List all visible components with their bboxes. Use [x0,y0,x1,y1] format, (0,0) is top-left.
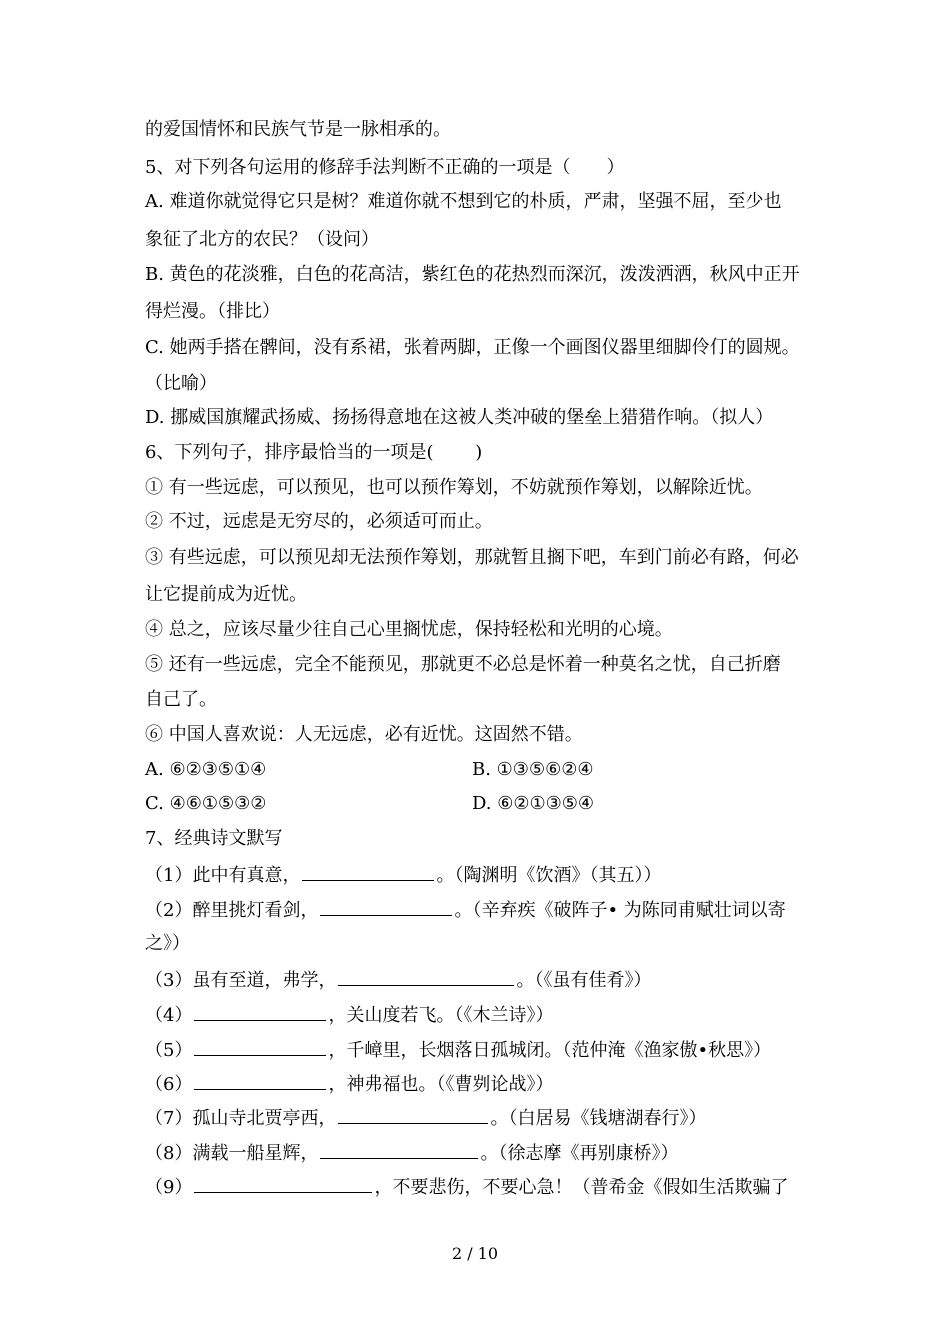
option-d: D. 挪威国旗耀武扬威、扬扬得意地在这被人类冲破的堡垒上猎猎作响。（拟人） [145,407,774,428]
option-c-line2: （比喻） [145,373,217,394]
question-6: 6、下列句子，排序最恰当的一项是( ) [145,442,483,463]
poem-item-9 [145,1174,788,1200]
answer-blank-7[interactable] [338,1105,488,1124]
option-a-line2: 象征了北方的农民？（设问） [145,229,379,250]
poem-item-2-cont: 之》） [145,933,190,954]
poem-7-before: （7）孤山寺北贾亭西， [145,1108,337,1129]
sentence-6: ⑥ 中国人喜欢说：人无远虑，必有近忧。这固然不错。 [145,724,583,745]
poem-item-2 [145,897,786,923]
poem-9-before: （9） [145,1177,193,1198]
poem-6-before: （6） [145,1074,193,1095]
answer-blank-2[interactable] [320,897,452,916]
text-line: 的爱国情怀和民族气节是一脉相承的。 [145,119,451,140]
sentence-3-line2: 让它提前成为近忧。 [145,584,307,605]
sentence-3-line1: ③ 有些远虑，可以预见却无法预作筹划，那就暂且搁下吧，车到门前必有路，何必 [145,547,799,568]
poem-9-after: ，不要悲伤，不要心急！（普希金《假如生活欺骗了 [374,1177,789,1198]
q6-option-a: A. ⑥②③⑤①④ [145,759,267,780]
poem-item-8 [145,1140,678,1166]
q6-option-d: D. ⑥②①③⑤④ [472,793,595,814]
page-number: 2 / 10 [451,1244,499,1263]
option-c-line1: C. 她两手搭在髀间，没有系裙，张着两脚，正像一个画图仪器里细脚伶仃的圆规。 [145,337,800,358]
poem-7-after: 。（白居易《钱塘湖春行》） [490,1108,707,1129]
poem-4-before: （4） [145,1005,193,1026]
answer-blank-6[interactable] [194,1071,326,1090]
poem-3-after: 。（《虽有佳肴》） [516,970,652,991]
option-a-line1: A. 难道你就觉得它只是树？难道你就不想到它的朴质，严肃，坚强不屈，至少也 [145,191,782,212]
poem-8-before: （8）满载一船星辉， [145,1143,319,1164]
option-b-line1: B. 黄色的花淡雅，白色的花高洁，紫红色的花热烈而深沉，泼泼洒洒，秋风中正开 [145,264,800,285]
sentence-5-line1: ⑤ 还有一些远虑，完全不能预见，那就更不必总是怀着一种莫名之忧，自己折磨 [145,654,781,675]
answer-blank-5[interactable] [194,1037,326,1056]
answer-blank-4[interactable] [194,1002,326,1021]
poem-5-before: （5） [145,1040,193,1061]
answer-blank-8[interactable] [320,1140,478,1159]
poem-1-after: 。（陶渊明《饮酒》（其五）） [436,865,662,886]
option-b-line2: 得烂漫。（排比） [145,301,280,322]
question-5: 5、对下列各句运用的修辞手法判断不正确的一项是（ ） [145,157,625,178]
poem-2-after: 。（辛弃疾《破阵子• 为陈同甫赋壮词以寄 [454,900,786,921]
q6-option-c: C. ④⑥①⑤③② [145,793,267,814]
poem-item-4 [145,1002,553,1028]
poem-item-6 [145,1071,553,1097]
poem-item-7 [145,1105,706,1131]
answer-blank-1[interactable] [302,862,434,881]
poem-5-after: ，千嶂里，长烟落日孤城闭。（范仲淹《渔家傲•秋思》） [328,1040,772,1061]
sentence-2: ② 不过，远虑是无穷尽的，必须适可而止。 [145,511,493,532]
poem-4-after: ，关山度若飞。（《木兰诗》） [328,1005,554,1026]
sentence-1: ① 有一些远虑，可以预见，也可以预作筹划，不妨就预作筹划，以解除近忧。 [145,477,763,498]
poem-item-3 [145,967,651,993]
answer-blank-9[interactable] [194,1174,372,1193]
poem-1-before: （1）此中有真意， [145,865,301,886]
answer-blank-3[interactable] [338,967,514,986]
q6-option-b: B. ①③⑤⑥②④ [472,759,594,780]
sentence-5-line2: 自己了。 [145,689,217,710]
poem-3-before: （3）虽有至道，弗学， [145,970,337,991]
poem-8-after: 。（徐志摩《再别康桥》） [480,1143,679,1164]
sentence-4: ④ 总之，应该尽量少往自己心里搁忧虑，保持轻松和光明的心境。 [145,619,673,640]
poem-2-before: （2）醉里挑灯看剑， [145,900,319,921]
poem-6-after: ，神弗福也。（《曹刿论战》） [328,1074,554,1095]
poem-item-5 [145,1037,771,1063]
poem-item-1 [145,862,661,888]
question-7: 7、经典诗文默写 [145,828,283,849]
